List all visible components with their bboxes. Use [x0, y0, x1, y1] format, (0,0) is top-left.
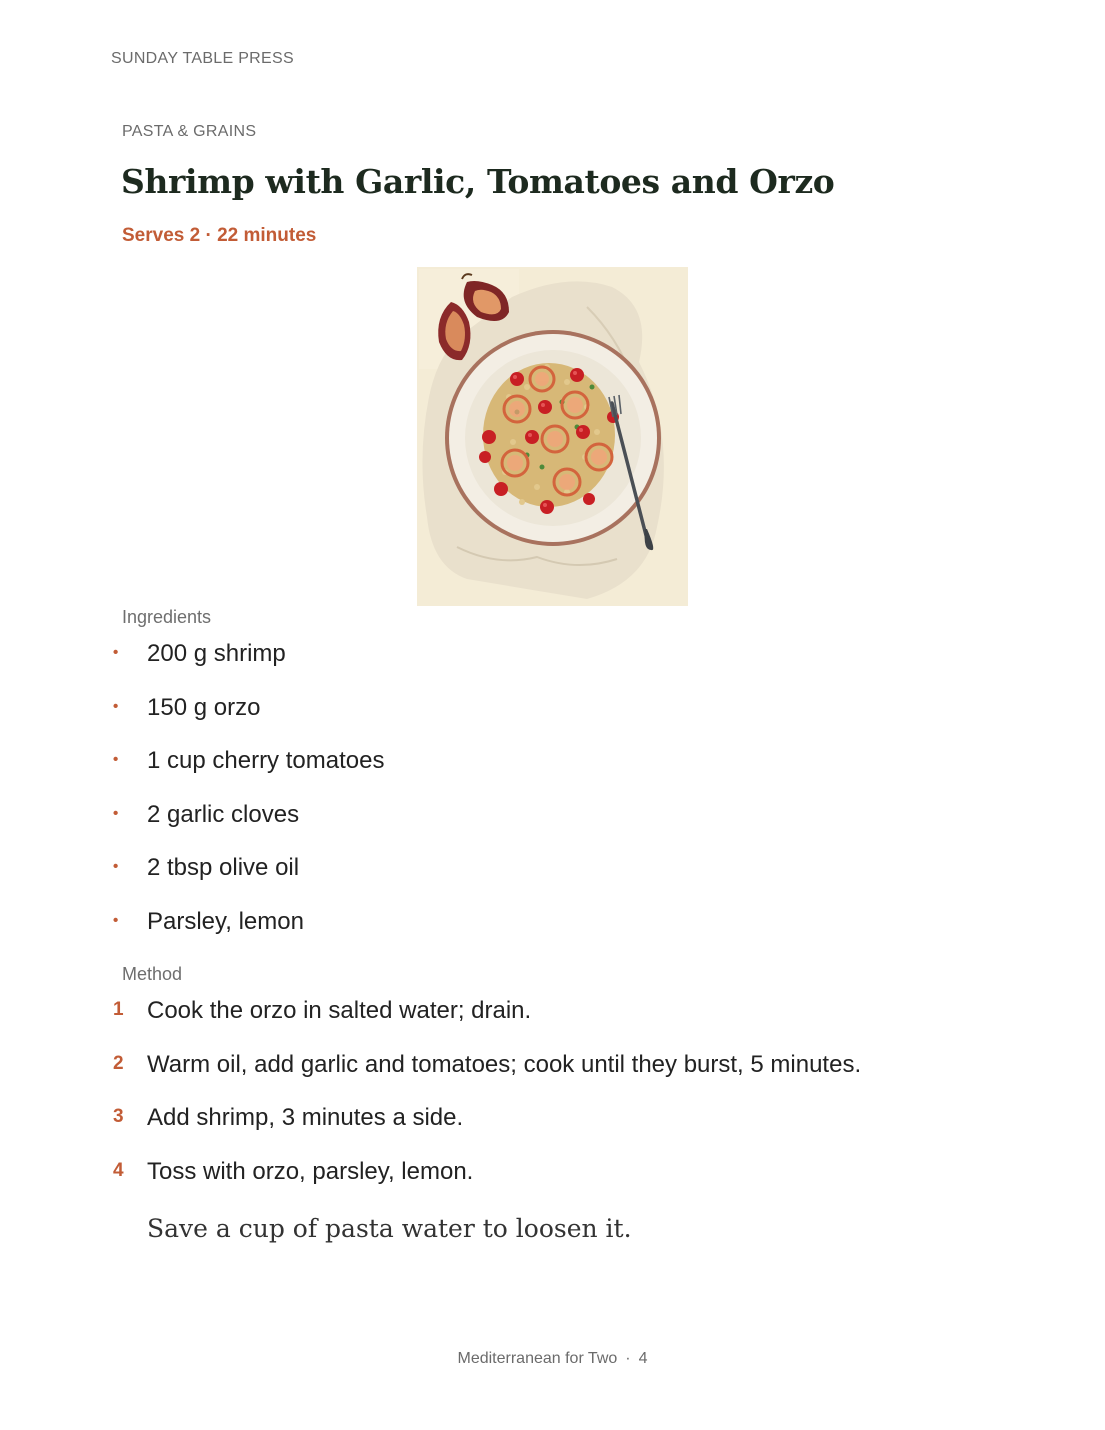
method-step	[0, 1104, 1105, 1158]
recipe-title: Shrimp with Garlic, Tomatoes and Orzo	[121, 162, 835, 201]
method-list	[0, 997, 1105, 1211]
book-title: Mediterranean for Two	[457, 1350, 618, 1367]
step-number: 2	[113, 1052, 124, 1074]
page-footer	[0, 1350, 1105, 1368]
step-number: 3	[113, 1106, 124, 1128]
method-heading: Method	[122, 964, 183, 984]
step-text: Warm oil, add garlic and tomatoes; cook until they burst, 5 minutes.	[147, 1050, 862, 1078]
step-number: 4	[113, 1159, 124, 1181]
bullet-dot-icon: •	[113, 804, 119, 822]
ingredient-item: • 2 garlic cloves	[113, 800, 300, 828]
ingredient-item: • 200 g shrimp	[113, 640, 286, 667]
ingredient-item: • 1 cup cherry tomatoes	[113, 747, 385, 775]
ingredient-item: • 150 g orzo	[113, 693, 261, 721]
method-step	[0, 997, 1105, 1051]
step-text: Add shrimp, 3 minutes a side.	[147, 1104, 464, 1132]
step-text: Toss with orzo, parsley, lemon.	[147, 1157, 474, 1185]
bullet-dot-icon: •	[113, 697, 119, 715]
recipe-photo	[417, 267, 688, 606]
page-number: 4	[638, 1350, 648, 1367]
step-text: Cook the orzo in salted water; drain.	[147, 997, 532, 1024]
bullet-dot-icon: •	[113, 751, 119, 769]
publisher-name: SUNDAY TABLE PRESS	[111, 50, 294, 67]
recipe-meta: Serves 2 · 22 minutes	[122, 225, 317, 246]
recipe-tip-note: Save a cup of pasta water to loosen it.	[147, 1214, 632, 1243]
ingredient-item: • 2 tbsp olive oil	[113, 854, 300, 882]
bullet-dot-icon: •	[113, 644, 119, 661]
recipe-category: PASTA & GRAINS	[122, 123, 257, 140]
bullet-dot-icon: •	[113, 858, 119, 876]
method-step	[0, 1158, 1105, 1212]
bullet-dot-icon: •	[113, 911, 119, 929]
ingredient-item: • Parsley, lemon	[113, 907, 304, 935]
step-number: 1	[113, 999, 124, 1020]
ingredients-list	[0, 640, 1105, 962]
ingredients-heading: Ingredients	[122, 607, 212, 627]
method-step	[0, 1051, 1105, 1105]
footer-separator: ·	[625, 1350, 631, 1367]
